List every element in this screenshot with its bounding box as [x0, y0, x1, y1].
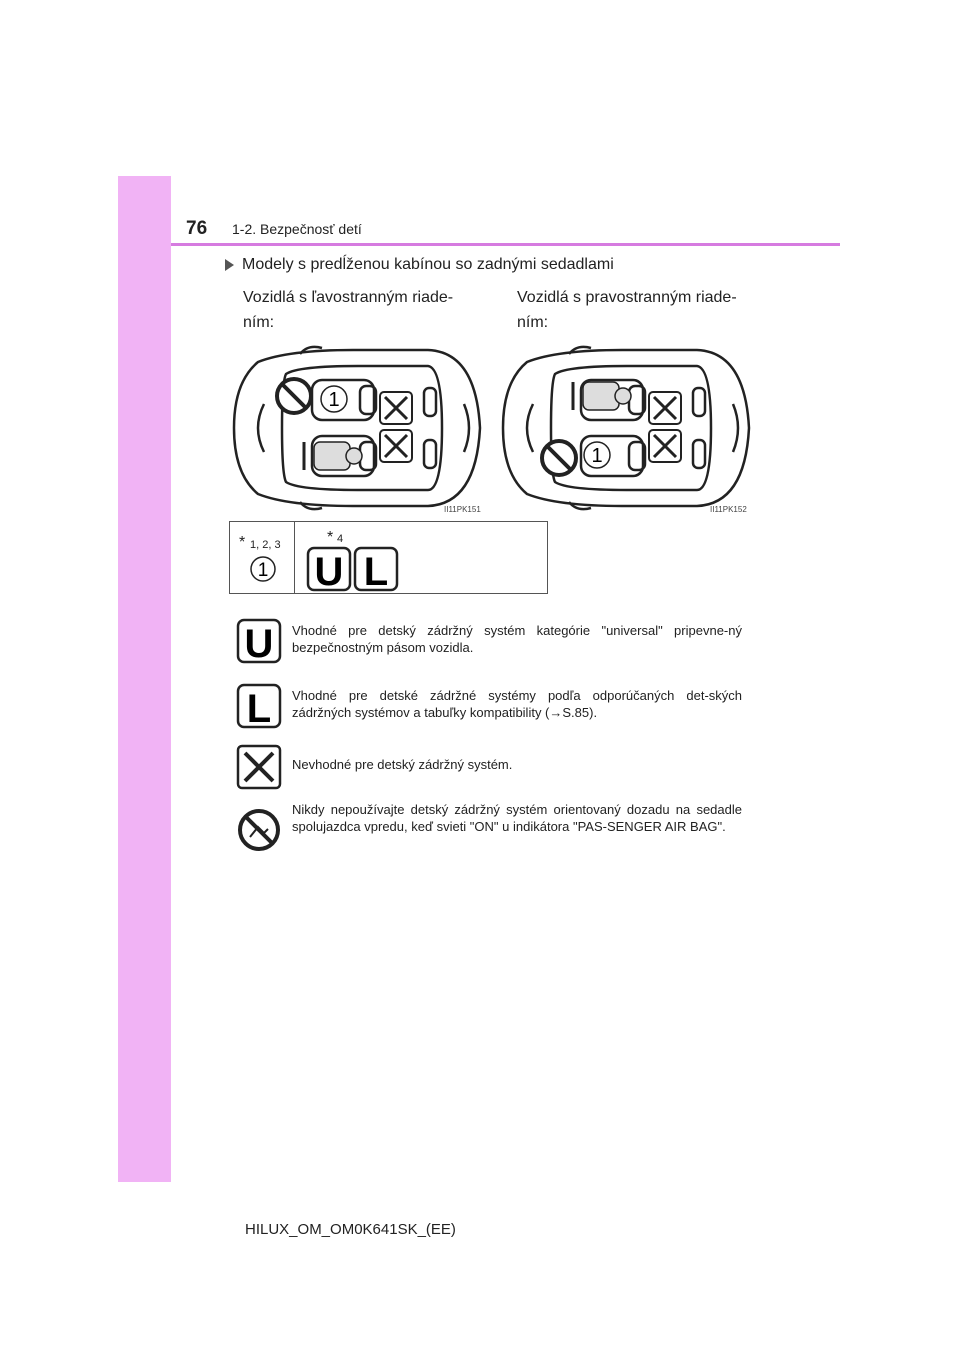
svg-text:U: U — [244, 622, 274, 664]
legend-row-universal — [236, 618, 742, 664]
car-diagram-right — [497, 344, 757, 512]
cross-icon-rear-bottom — [380, 430, 412, 462]
seat-number-front-passenger-right — [584, 442, 610, 468]
no-rear-facing-icon-left — [277, 379, 311, 413]
legend-text-no-rear-facing: Nikdy nepoužívajte detský zádržný systém orientovaný dozadu na sedadle spolujazdca vpredu, keď svieti "ON" u indikátora "PAS-SENGER AIR BAG". — [292, 802, 742, 834]
svg-text:L: L — [363, 550, 389, 592]
symbol-table — [229, 521, 548, 594]
universal-icon-small — [306, 546, 352, 592]
legend-row-no-rear-facing — [236, 802, 742, 853]
page-number: 76 — [186, 218, 208, 239]
svg-text:1: 1 — [328, 389, 340, 411]
seat-number-front-passenger — [321, 386, 347, 412]
legend-text-l: Vhodné pre detské zádržné systémy podľa odporúčaných det-ských zádržných systémov a tabuľky kompatibility (→S.85). — [292, 688, 742, 720]
legend-text-cross: Nevhodné pre detský zádržný systém. — [292, 757, 513, 772]
figure-code-right: II11PK152 — [710, 505, 747, 514]
legend-text-universal: Vhodné pre detský zádržný systém kategórie "universal" pripevne-ný bezpečnostným pásom vozidla. — [292, 623, 742, 655]
chapter-sidebar — [118, 176, 171, 1182]
heading-text: Modely s predĺženou kabínou so zadnými sedadlami — [242, 256, 614, 273]
right-drive-title: Vozidlá s pravostranným riade-ním: — [517, 289, 737, 331]
note-ref-2: 4 — [337, 533, 344, 545]
cross-icon — [236, 744, 282, 790]
table-divider — [294, 522, 295, 593]
legend-row-cross — [236, 744, 513, 790]
header-rule — [171, 243, 840, 246]
svg-text:U: U — [314, 550, 344, 592]
universal-icon — [236, 618, 282, 664]
triangle-bullet-icon — [225, 259, 234, 271]
left-drive-title: Vozidlá s ľavostranným riade-ním: — [243, 289, 454, 331]
subsection-heading — [225, 256, 614, 274]
footer-document-code: HILUX_OM_OM0K641SK_(EE) — [245, 1221, 456, 1238]
section-title: 1-2. Bezpečnosť detí — [232, 221, 362, 237]
car-diagram-left — [228, 344, 488, 512]
svg-text:L: L — [246, 687, 272, 729]
cross-icon-rear-top-right — [649, 392, 681, 424]
no-rear-facing-icon-right — [542, 441, 576, 475]
cross-icon-rear-bottom-right — [649, 430, 681, 462]
cross-icon-rear-top — [380, 392, 412, 424]
legend-row-l — [236, 683, 742, 729]
asterisk-1: * — [239, 534, 246, 551]
l-icon — [236, 683, 282, 729]
svg-text:1: 1 — [257, 560, 269, 581]
figure-code-left: II11PK151 — [444, 505, 481, 514]
asterisk-2: * — [327, 529, 334, 546]
no-rear-facing-icon — [236, 807, 282, 853]
note-ref-1: 1, 2, 3 — [250, 539, 281, 551]
l-icon-small — [353, 546, 399, 592]
seat-number-symbol — [249, 555, 277, 583]
svg-text:1: 1 — [591, 445, 603, 467]
